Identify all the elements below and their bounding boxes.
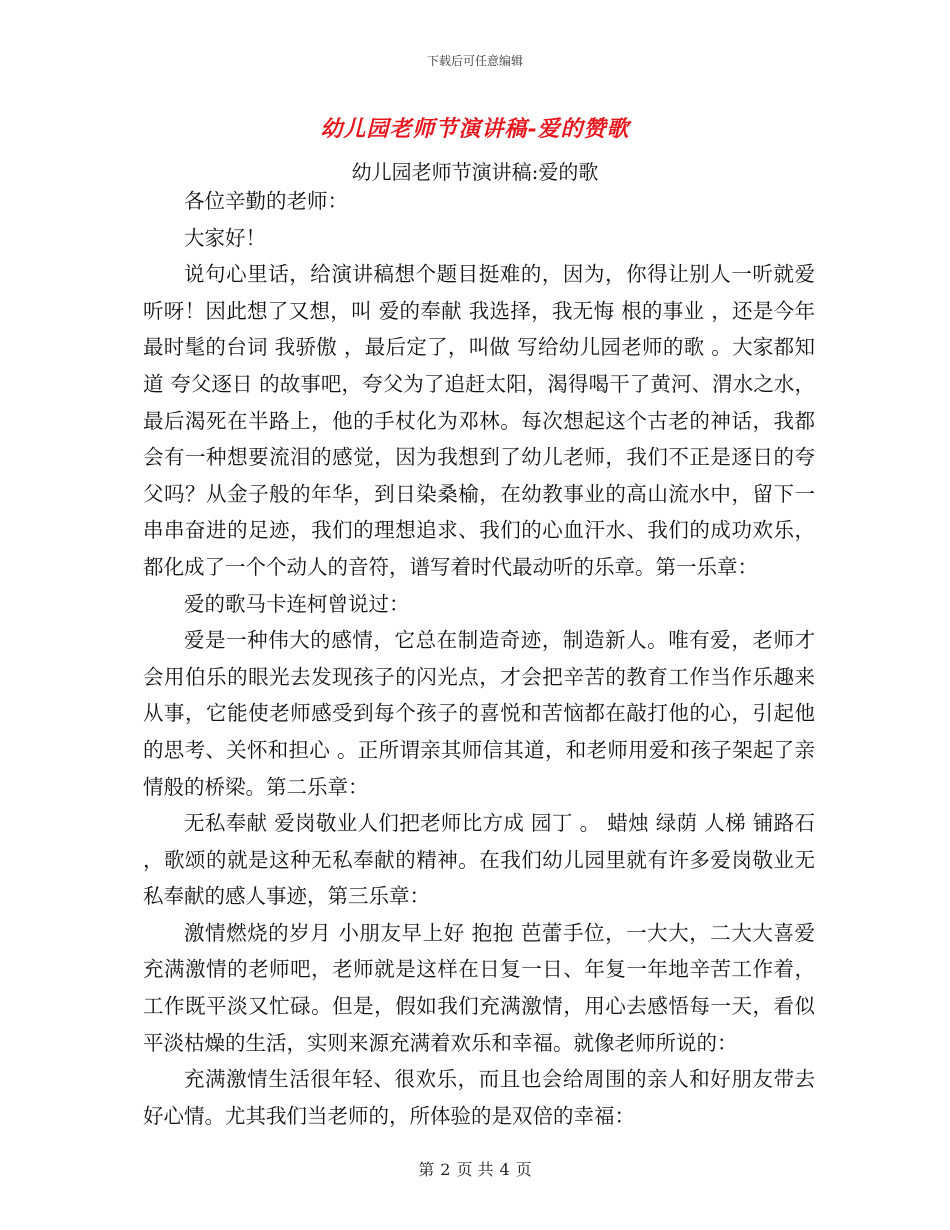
paragraph: 充满激情生活很年轻、很欢乐，而且也会给周围的亲人和好朋友带去好心情。尤其我们当老师的，所体验的是双倍的幸福： [143,1067,815,1128]
paragraph: 激情燃烧的岁月 小朋友早上好 抱抱 芭蕾手位，一大大，二大大喜爱充满激情的老师吧，老师就是这样在日复一日、年复一年地辛苦工作着，工作既平淡又忙碌。但是，假如我们充满激情，用心去感悟每一天，看似平淡枯燥的生活，实则来源充满着欢乐和幸福。就像老师所说的： [143,920,815,1055]
document-title: 幼儿园老师节演讲稿-爱的赞歌 [320,116,630,142]
paragraph-hello: 大家好！ [184,225,266,250]
footer-prefix: 第 [418,1160,435,1179]
paragraph: 爱的歌马卡连柯曾说过： [184,591,410,616]
total-pages-number: 4 [499,1160,510,1179]
paragraph: 爱是一种伟大的感情，它总在制造奇迹，制造新人。唯有爱，老师才会用伯乐的眼光去发现孩子的闪光点，才会把辛苦的教育工作当作乐趣来从事，它能使老师感受到每个孩子的喜悦和苦恼都在敲打他的心，引起他的思考、关怀和担心 。正所谓亲其师信其道，和老师用爱和孩子架起了亲情般的桥梁。第二乐章： [143,628,815,799]
current-page-number: 2 [440,1160,451,1179]
footer-middle: 页 共 [456,1160,494,1179]
paragraph: 说句心里话，给演讲稿想个题目挺难的，因为，你得让别人一听就爱听呀！因此想了又想，叫 爱的奉献 我选择，我无悔 根的事业 ，还是今年最时髦的台词 我骄傲 ，最后定了，叫做 写给幼儿园老师的歌 。大家都知道 夸父逐日 的故事吧，夸父为了追赶太阳，渴得喝干了黄河、渭水之水，最后渴死在半路上，他的手杖化为邓林。每次想起这个古老的神话，我都会有一种想要流泪的感觉，因为我想到了幼儿老师，我们不正是逐日的夸父吗？从金子般的年华，到日染桑榆，在幼教事业的高山流水中，留下一串串奋进的足迹，我们的理想追求、我们的心血汗水、我们的成功欢乐，都化成了一个个动人的音符，谱写着时代最动听的乐章。第一乐章： [143,262,815,579]
page-footer [0,1157,950,1180]
body-text [143,183,815,1134]
document-subtitle: 幼儿园老师节演讲稿:爱的歌 [351,160,599,184]
header-note: 下载后可任意编辑 [426,54,523,68]
paragraph: 无私奉献 爱岗敬业人们把老师比方成 园丁 。 蜡烛 绿荫 人梯 铺路石 ，歌颂的就是这种无私奉献的精神。在我们幼儿园里就有许多爱岗敬业无私奉献的感人事迹，第三乐章： [143,811,815,909]
footer-suffix: 页 [515,1160,532,1179]
paragraph-greeting: 各位辛勤的老师： [184,189,348,213]
